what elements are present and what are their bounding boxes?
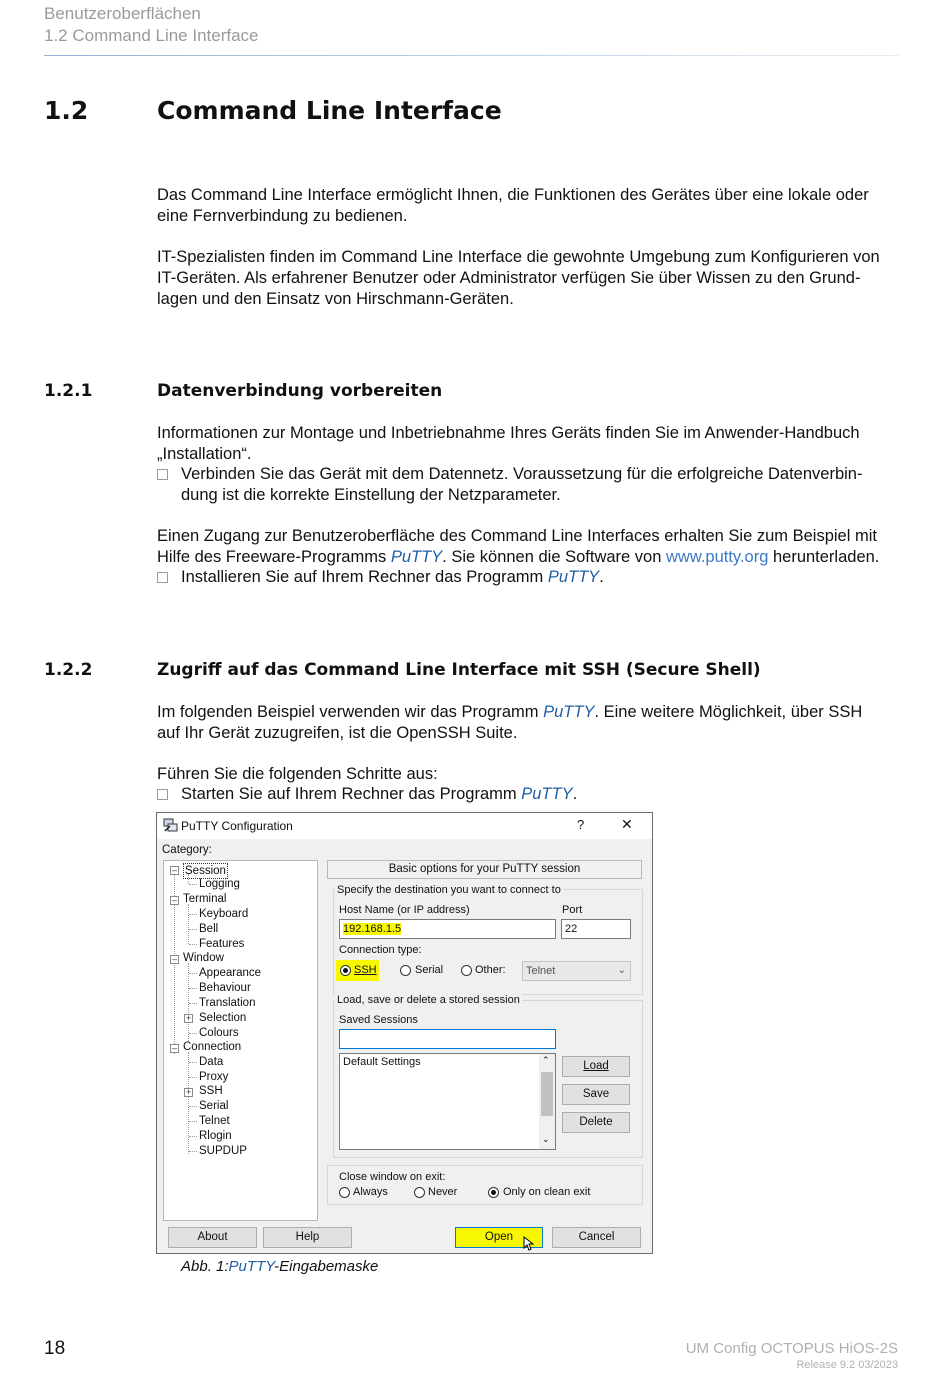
delete-button[interactable]: Delete <box>562 1112 630 1133</box>
header-rule <box>44 55 899 56</box>
section-intro-paragraph: Das Command Line Interface ermöglicht Ihnen, die Funktionen des Gerätes über eine lokale oder eine Fernverbindung zu bedienen. <box>157 186 869 225</box>
cancel-button[interactable]: Cancel <box>552 1227 641 1248</box>
putty-app-icon <box>163 818 178 833</box>
scroll-up-icon[interactable]: ⌃ <box>542 1055 550 1065</box>
clean-exit-radio-label[interactable]: Only on clean exit <box>503 1186 591 1198</box>
subsection-2-number: 1.2.2 <box>44 660 93 680</box>
subsection-1-title: Datenverbindung vorbereiten <box>157 381 443 401</box>
saved-sessions-label: Saved Sessions <box>339 1014 418 1026</box>
steps-intro: Führen Sie die folgenden Schritte aus: <box>157 765 438 783</box>
other-radio[interactable] <box>461 965 472 976</box>
expand-icon[interactable]: + <box>185 1087 192 1097</box>
category-label: Category: <box>162 844 212 856</box>
other-protocol-select[interactable]: Telnet ⌄ <box>522 961 631 981</box>
step-checkbox-icon <box>157 789 168 800</box>
tree-item-data[interactable]: Data <box>199 1056 224 1068</box>
never-radio-label[interactable]: Never <box>428 1186 458 1198</box>
collapse-icon[interactable]: – <box>171 865 177 875</box>
chevron-down-icon: ⌄ <box>617 965 626 976</box>
open-button[interactable]: Open <box>455 1227 543 1248</box>
step-install-putty: Installieren Sie auf Ihrem Rechner das Programm PuTTY. <box>157 567 902 588</box>
tree-item-appearance[interactable]: Appearance <box>199 967 262 979</box>
stored-sessions-group-label: Load, save or delete a stored session <box>337 994 520 1006</box>
port-input[interactable]: 22 <box>561 919 631 939</box>
expand-icon[interactable]: + <box>185 1013 192 1023</box>
section-title: Command Line Interface <box>157 96 502 125</box>
always-radio-label[interactable]: Always <box>353 1186 388 1198</box>
load-button[interactable]: Load <box>562 1056 630 1077</box>
tree-item-bell[interactable]: Bell <box>199 923 219 935</box>
session-item-default[interactable]: Default Settings <box>343 1056 421 1068</box>
subsection-2-title: Zugriff auf das Command Line Interface mit SSH (Secure Shell) <box>157 660 761 680</box>
scrollbar-thumb[interactable] <box>541 1072 553 1116</box>
putty-window-title: PuTTY Configuration <box>181 819 293 833</box>
collapse-icon[interactable]: – <box>171 954 177 964</box>
serial-radio[interactable] <box>400 965 411 976</box>
tree-item-behaviour[interactable]: Behaviour <box>199 982 251 994</box>
tree-item-rlogin[interactable]: Rlogin <box>199 1130 232 1142</box>
section-number: 1.2 <box>44 96 89 125</box>
host-name-label: Host Name (or IP address) <box>339 904 470 916</box>
tree-item-session[interactable]: Session <box>185 865 226 877</box>
tree-item-translation[interactable]: Translation <box>199 997 256 1009</box>
host-name-input[interactable]: 192.168.1.5 <box>339 919 556 939</box>
ssh-radio[interactable] <box>340 965 351 976</box>
subsection-2-paragraph: Im folgenden Beispiel verwenden wir das Programm PuTTY. Eine weitere Möglichkeit, über SSH auf Ihr Gerät zuzugreifen, ist die OpenSSH Suite. <box>157 703 863 742</box>
other-radio-label[interactable]: Other: <box>475 964 506 976</box>
tree-item-window[interactable]: Window <box>183 952 224 964</box>
save-button[interactable]: Save <box>562 1084 630 1105</box>
collapse-icon[interactable]: – <box>171 895 177 905</box>
subsection-1-putty-paragraph: Einen Zugang zur Benutzeroberfläche des Command Line Interfaces erhalten Sie zum Beispiel mit Hilfe des Freeware-Programms PuTTY. Sie können die Software von www.putty.org herunterladen. <box>157 527 880 566</box>
never-radio[interactable] <box>414 1187 425 1198</box>
serial-radio-label[interactable]: Serial <box>415 964 444 976</box>
page-number: 18 <box>44 1338 66 1359</box>
about-button[interactable]: About <box>168 1227 257 1248</box>
putty-configuration-window <box>156 812 653 1254</box>
close-icon[interactable]: ✕ <box>621 816 633 832</box>
subsection-1-number: 1.2.1 <box>44 381 93 401</box>
tree-item-colours[interactable]: Colours <box>199 1027 239 1039</box>
section-audience-paragraph: IT-Spezialisten finden im Command Line Interface die gewohnte Umgebung zum Konfigurieren von IT-Geräten. Als erfahrener Benutzer oder Administrator verfügen Sie über Wissen zu den Grund- lagen und den Einsatz von Hirschmann-Geräten. <box>157 248 880 308</box>
subsection-1-paragraph: Informationen zur Montage und Inbetriebnahme Ihres Geräts finden Sie im Anwender-Handbuch „Installation“. <box>157 424 860 463</box>
step-checkbox-icon <box>157 572 168 583</box>
tree-item-logging[interactable]: Logging <box>199 878 240 890</box>
sessions-list[interactable] <box>339 1053 556 1150</box>
step-connect-device: Verbinden Sie das Gerät mit dem Datennetz. Voraussetzung für die erfolgreiche Datenverbin- dung ist die korrekte Einstellung der Netzparameter. <box>157 464 902 506</box>
sessions-scrollbar[interactable] <box>539 1054 555 1149</box>
tree-item-keyboard[interactable]: Keyboard <box>199 908 249 920</box>
help-title-button[interactable]: ? <box>577 817 585 832</box>
always-radio[interactable] <box>339 1187 350 1198</box>
port-label: Port <box>562 904 583 916</box>
step-checkbox-icon <box>157 469 168 480</box>
collapse-icon[interactable]: – <box>171 1043 177 1053</box>
step-start-putty: Starten Sie auf Ihrem Rechner das Programm PuTTY. <box>157 784 902 805</box>
tree-item-supdup[interactable]: SUPDUP <box>199 1145 247 1157</box>
running-header-section: 1.2 Command Line Interface <box>44 26 259 45</box>
tree-item-features[interactable]: Features <box>199 938 245 950</box>
putty-website-link[interactable]: www.putty.org <box>665 547 769 566</box>
ssh-radio-label[interactable]: SSH <box>354 964 377 976</box>
tree-item-terminal[interactable]: Terminal <box>183 893 227 905</box>
scroll-down-icon[interactable]: ⌄ <box>542 1134 550 1144</box>
tree-item-selection[interactable]: Selection <box>199 1012 247 1024</box>
tree-item-telnet[interactable]: Telnet <box>199 1115 230 1127</box>
saved-sessions-input[interactable] <box>339 1029 556 1049</box>
footer-release: Release 9.2 03/2023 <box>796 1359 898 1371</box>
figure-caption: Abb. 1:PuTTY-Eingabemaske <box>181 1258 379 1275</box>
tree-item-ssh[interactable]: SSH <box>199 1085 223 1097</box>
tree-item-connection[interactable]: Connection <box>183 1041 242 1053</box>
help-button[interactable]: Help <box>263 1227 352 1248</box>
connection-type-label: Connection type: <box>339 944 422 956</box>
tree-item-proxy[interactable]: Proxy <box>199 1071 229 1083</box>
footer-document-title: UM Config OCTOPUS HiOS-2S <box>685 1340 898 1357</box>
clean-exit-radio[interactable] <box>488 1187 499 1198</box>
running-header-chapter: Benutzeroberflächen <box>44 4 201 23</box>
destination-group-label: Specify the destination you want to connect to <box>337 884 561 896</box>
category-tree[interactable] <box>163 860 318 1221</box>
basic-options-heading: Basic options for your PuTTY session <box>327 860 642 879</box>
tree-item-serial[interactable]: Serial <box>199 1100 229 1112</box>
mouse-cursor-icon <box>523 1236 534 1251</box>
close-on-exit-label: Close window on exit: <box>339 1171 446 1183</box>
